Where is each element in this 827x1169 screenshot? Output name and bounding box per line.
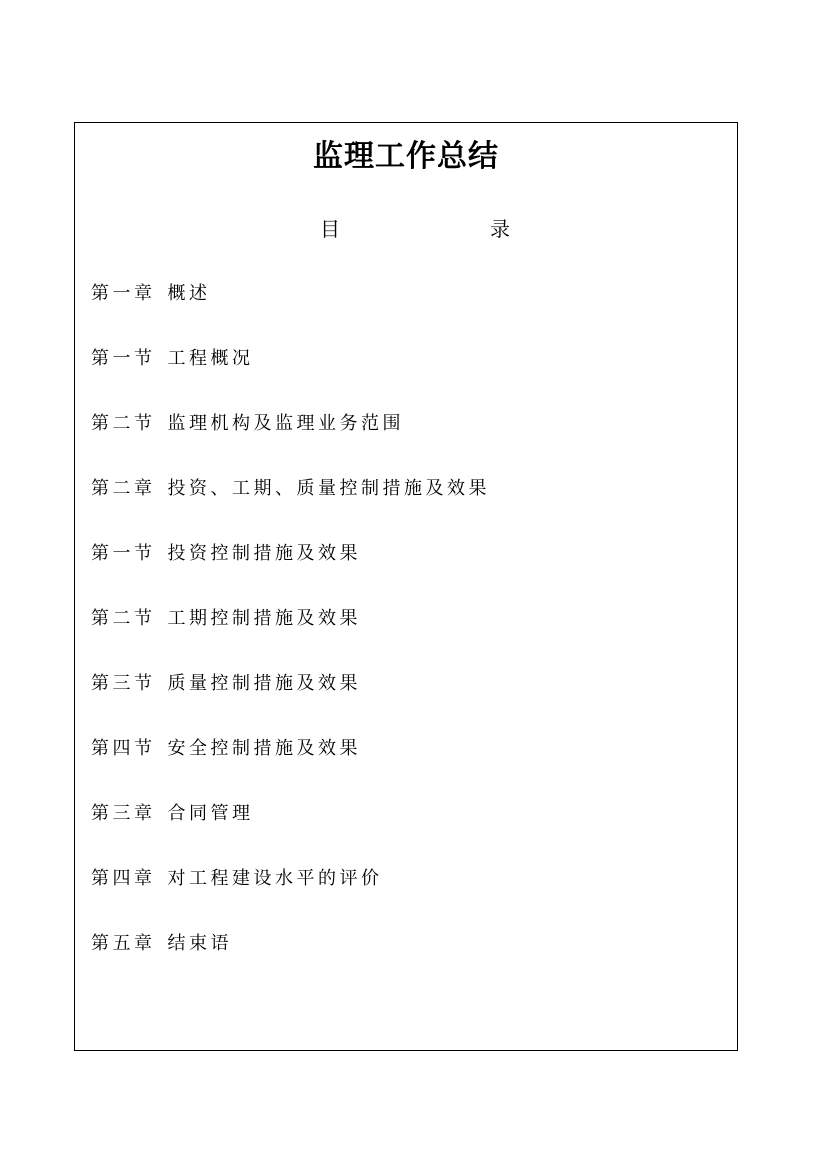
toc-entry-number: 第二节 xyxy=(91,413,156,434)
toc-entry-title: 投资、工期、质量控制措施及效果 xyxy=(167,478,490,499)
toc-entry-section-1-1[interactable] xyxy=(91,344,490,409)
toc-entry-section-2-3[interactable] xyxy=(91,669,490,734)
toc-entry-number: 第三节 xyxy=(91,673,156,694)
toc-heading-mu: 目 xyxy=(320,217,340,241)
toc-entry-title: 合同管理 xyxy=(167,803,254,824)
toc-entry-number: 第一节 xyxy=(91,348,156,369)
toc-entry-number: 第四节 xyxy=(91,738,156,759)
toc-entry-section-2-1[interactable] xyxy=(91,539,490,604)
toc-entry-chapter-1[interactable] xyxy=(91,279,490,344)
toc-heading-lu: 录 xyxy=(490,217,510,241)
toc-entry-title: 工程概况 xyxy=(167,348,254,369)
toc-entry-title: 工期控制措施及效果 xyxy=(167,608,361,629)
toc-entry-title: 安全控制措施及效果 xyxy=(167,738,361,759)
toc-entry-section-2-4[interactable] xyxy=(91,734,490,799)
toc-entry-chapter-2[interactable] xyxy=(91,474,490,539)
toc-entry-chapter-3[interactable] xyxy=(91,799,490,864)
toc-entry-number: 第二章 xyxy=(91,478,156,499)
toc-entry-number: 第一节 xyxy=(91,543,156,564)
toc-entry-title: 结束语 xyxy=(167,933,232,954)
toc-entry-section-2-2[interactable] xyxy=(91,604,490,669)
toc-entry-chapter-4[interactable] xyxy=(91,864,490,929)
document-frame xyxy=(74,122,738,1051)
toc-entry-number: 第三章 xyxy=(91,803,156,824)
toc-entry-chapter-5[interactable] xyxy=(91,929,490,994)
table-of-contents xyxy=(91,279,490,994)
toc-entry-title: 投资控制措施及效果 xyxy=(167,543,361,564)
toc-entry-section-1-2[interactable] xyxy=(91,409,490,474)
toc-entry-number: 第一章 xyxy=(91,283,156,304)
toc-entry-title: 监理机构及监理业务范围 xyxy=(167,413,404,434)
toc-entry-title: 概述 xyxy=(167,283,211,304)
document-title: 监理工作总结 xyxy=(313,139,499,174)
toc-entry-number: 第四章 xyxy=(91,868,156,889)
toc-entry-title: 质量控制措施及效果 xyxy=(167,673,361,694)
toc-entry-number: 第五章 xyxy=(91,933,156,954)
toc-entry-number: 第二节 xyxy=(91,608,156,629)
toc-entry-title: 对工程建设水平的评价 xyxy=(167,868,383,889)
